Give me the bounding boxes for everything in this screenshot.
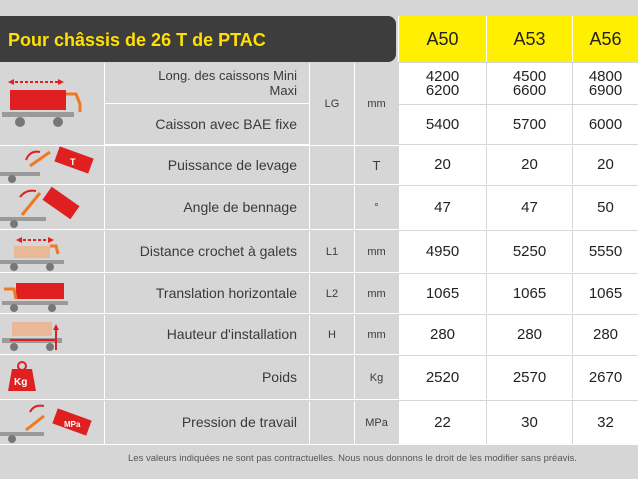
spec-row-crochet	[0, 231, 638, 273]
column-header-a53: A53	[486, 16, 572, 62]
value-crochet-a50: 4950	[398, 231, 486, 272]
spec-row-bennage	[0, 186, 638, 230]
symbol-pression	[309, 401, 354, 444]
symbol-crochet: L1	[309, 231, 354, 272]
value-translation-a50: 1065	[398, 274, 486, 313]
value-bennage-a53: 47	[486, 186, 572, 229]
svg-text:T: T	[70, 157, 76, 167]
label-translation: Translation horizontale	[155, 285, 297, 301]
value-bennage-a50: 47	[398, 186, 486, 229]
horizontal-translation-icon	[0, 274, 105, 313]
symbol-lg: LG	[309, 63, 354, 145]
value-pression-a56: 32	[572, 401, 638, 444]
value-length-a50	[398, 63, 486, 104]
installation-height-icon	[0, 315, 105, 354]
value-bae-a53: 5700	[486, 105, 572, 144]
label-pression: Pression de travail	[181, 414, 297, 430]
tipping-angle-icon	[0, 186, 105, 229]
unit-length: mm	[354, 63, 398, 145]
symbol-bennage	[309, 186, 354, 229]
spec-row-translation	[0, 274, 638, 314]
value-crochet-a56: 5550	[572, 231, 638, 272]
value-length-a53-max: 6600	[512, 81, 547, 99]
value-length-a53	[486, 63, 572, 104]
value-length-a53-min: 4500	[512, 67, 547, 85]
value-poids-a53: 2570	[486, 356, 572, 399]
unit-hauteur: mm	[354, 315, 398, 354]
unit-levage: T	[354, 146, 398, 184]
unit-translation: mm	[354, 274, 398, 313]
value-length-a56	[572, 63, 638, 104]
symbol-translation: L2	[309, 274, 354, 313]
value-hauteur-a56: 280	[572, 315, 638, 354]
spec-row-pression	[0, 401, 638, 445]
svg-text:MPa: MPa	[64, 419, 81, 429]
label-length-maxi: Maxi	[269, 83, 297, 98]
label-length-mini: Long. des caissons Mini	[158, 68, 297, 83]
value-poids-a56: 2670	[572, 356, 638, 399]
disclaimer-footnote: Les valeurs indiquées ne sont pas contractuelles. Nous nous donnons le droit de les modifier sans préavis.	[128, 453, 577, 464]
working-pressure-icon	[0, 401, 105, 444]
value-levage-a50: 20	[398, 146, 486, 184]
value-bennage-a56: 50	[572, 186, 638, 229]
value-levage-a56: 20	[572, 146, 638, 184]
value-translation-a53: 1065	[486, 274, 572, 313]
value-hauteur-a53: 280	[486, 315, 572, 354]
value-bae-a50: 5400	[398, 105, 486, 144]
value-hauteur-a50: 280	[398, 315, 486, 354]
label-bennage: Angle de bennage	[183, 199, 297, 215]
unit-poids: Kg	[354, 356, 398, 399]
svg-text:Kg: Kg	[14, 376, 28, 388]
symbol-hauteur: H	[309, 315, 354, 354]
value-length-a50-min: 4200	[425, 67, 460, 85]
spec-row-length	[105, 63, 309, 104]
value-length-a56-max: 6900	[588, 81, 623, 99]
column-header-a56: A56	[572, 16, 638, 62]
value-translation-a56: 1065	[572, 274, 638, 313]
value-poids-a50: 2520	[398, 356, 486, 399]
label-crochet: Distance crochet à galets	[139, 243, 297, 259]
label-poids: Poids	[261, 369, 297, 385]
spec-row-levage	[0, 145, 638, 185]
value-pression-a53: 30	[486, 401, 572, 444]
value-crochet-a53: 5250	[486, 231, 572, 272]
value-pression-a50: 22	[398, 401, 486, 444]
unit-bennage: °	[354, 186, 398, 229]
value-bae-a56: 6000	[572, 105, 638, 144]
symbol-poids	[309, 356, 354, 399]
label-hauteur: Hauteur d'installation	[166, 326, 297, 342]
value-levage-a53: 20	[486, 146, 572, 184]
weight-icon	[0, 356, 105, 399]
spec-row-hauteur	[0, 315, 638, 355]
unit-crochet: mm	[354, 231, 398, 272]
container-length-icon	[0, 63, 105, 145]
value-length-a56-min: 4800	[588, 67, 623, 85]
label-levage: Puissance de levage	[167, 156, 297, 173]
value-length-a50-max: 6200	[425, 81, 460, 99]
unit-pression: MPa	[354, 401, 398, 444]
table-title: Pour châssis de 26 T de PTAC	[0, 16, 396, 62]
label-bae: Caisson avec BAE fixe	[155, 115, 297, 132]
column-header-a50: A50	[398, 16, 486, 62]
label-length	[105, 63, 309, 103]
symbol-levage	[309, 146, 354, 184]
hook-distance-icon	[0, 231, 105, 272]
spec-row-poids	[0, 356, 638, 400]
lifting-power-icon	[0, 146, 105, 184]
spec-row-bae	[105, 104, 309, 145]
